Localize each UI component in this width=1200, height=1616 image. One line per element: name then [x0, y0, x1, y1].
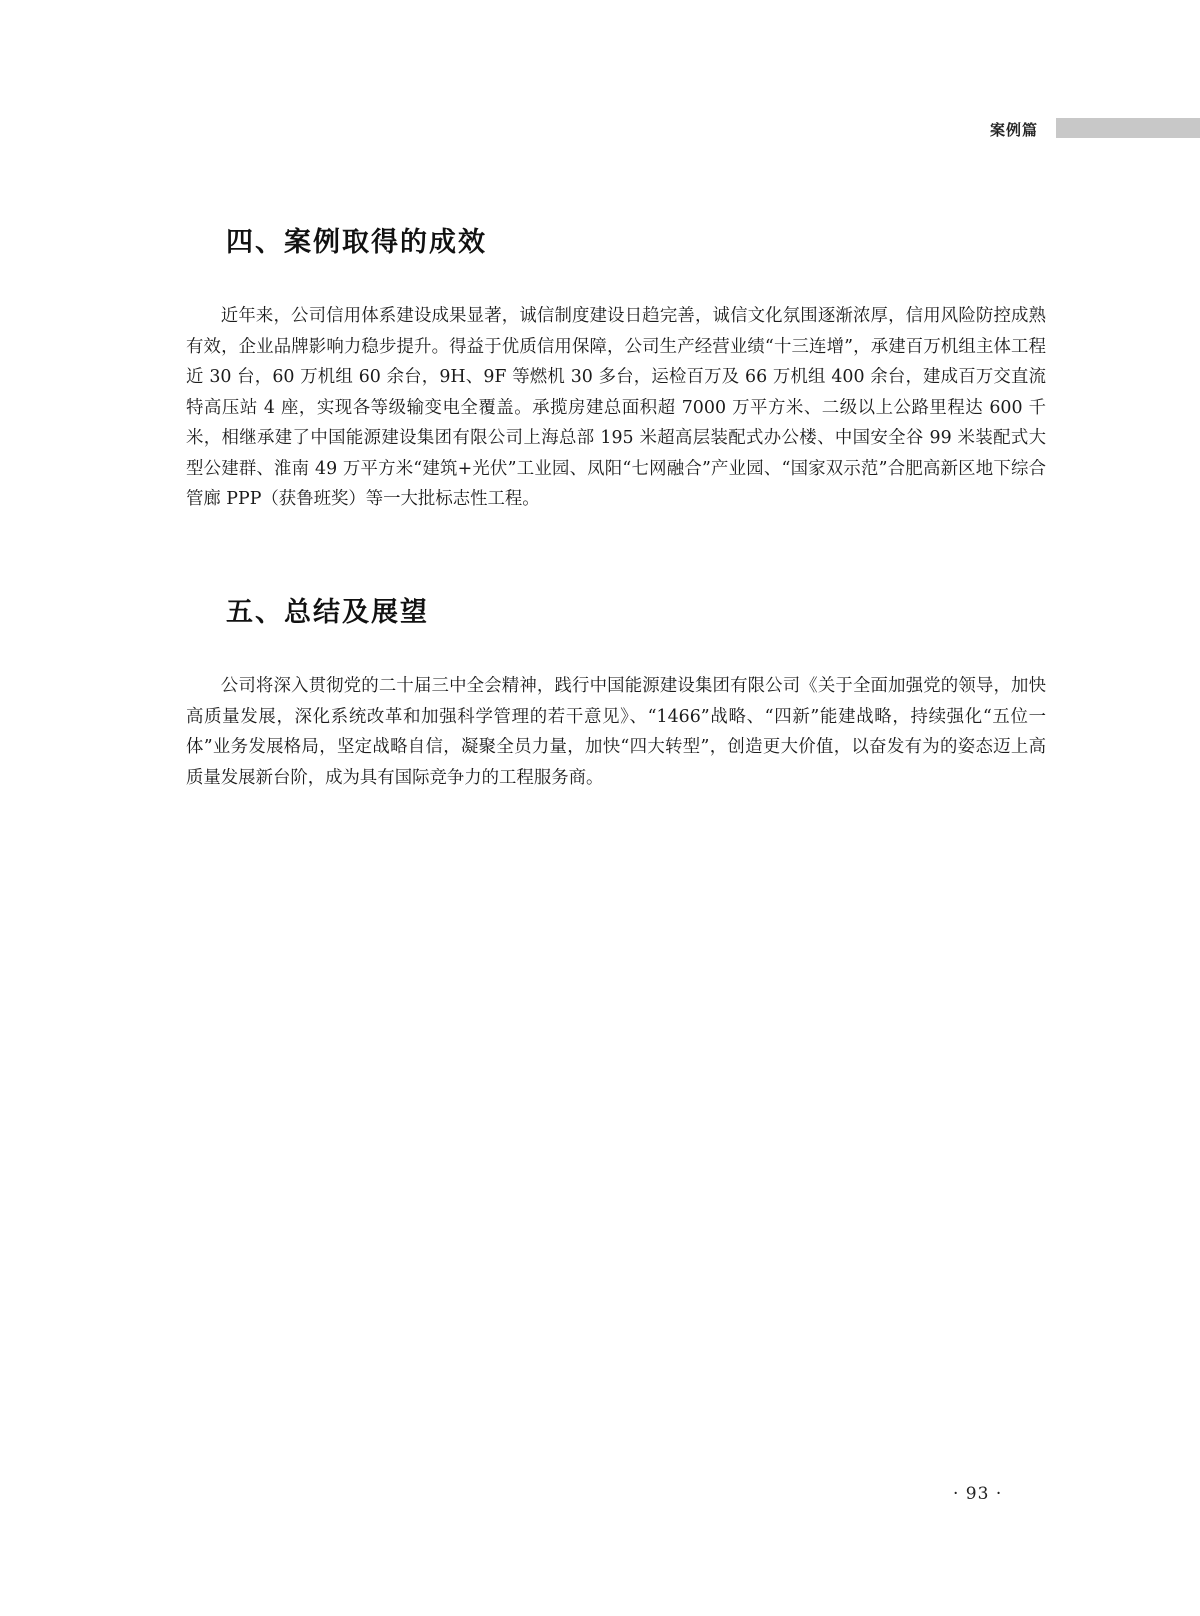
running-header-label: 案例篇: [990, 120, 1039, 139]
running-header-bar: [1056, 118, 1200, 138]
running-header: [990, 118, 1048, 140]
section-heading-results: 四、案例取得的成效: [226, 227, 487, 258]
page-number: · 93 ·: [953, 1484, 1003, 1504]
section-heading-summary: 五、总结及展望: [226, 597, 429, 628]
section-paragraph-summary: 公司将深入贯彻党的二十届三中全会精神，践行中国能源建设集团有限公司《关于全面加强党的领导，加快高质量发展，深化系统改革和加强科学管理的若干意见》、“1466”战略、“四新”能建战略，持续强化“五位一体”业务发展格局，坚定战略自信，凝聚全员力量，加快“四大转型”，创造更大价值，以奋发有为的姿态迈上高质量发展新台阶，成为具有国际竞争力的工程服务商。: [186, 676, 1046, 788]
section-paragraph-results: 近年来，公司信用体系建设成果显著，诚信制度建设日趋完善，诚信文化氛围逐渐浓厚，信用风险防控成熟有效，企业品牌影响力稳步提升。得益于优质信用保障，公司生产经营业绩“十三连增”，承建百万机组主体工程近 30 台，60 万机组 60 余台，9H、9F 等燃机 30 多台，运检百万及 66 万机组 400 余台，建成百万交直流特高压站 4 座，实现各等级输变电全覆盖。承揽房建总面积超 7000 万平方米、二级以上公路里程达 600 千米，相继承建了中国能源建设集团有限公司上海总部 195 米超高层装配式办公楼、中国安全谷 99 米装配式大型公建群、淮南 49 万平方米“建筑+光伏”工业园、凤阳“七网融合”产业园、“国家双示范”合肥高新区地下综合管廊 PPP（获鲁班奖）等一大批标志性工程。: [186, 306, 1046, 509]
